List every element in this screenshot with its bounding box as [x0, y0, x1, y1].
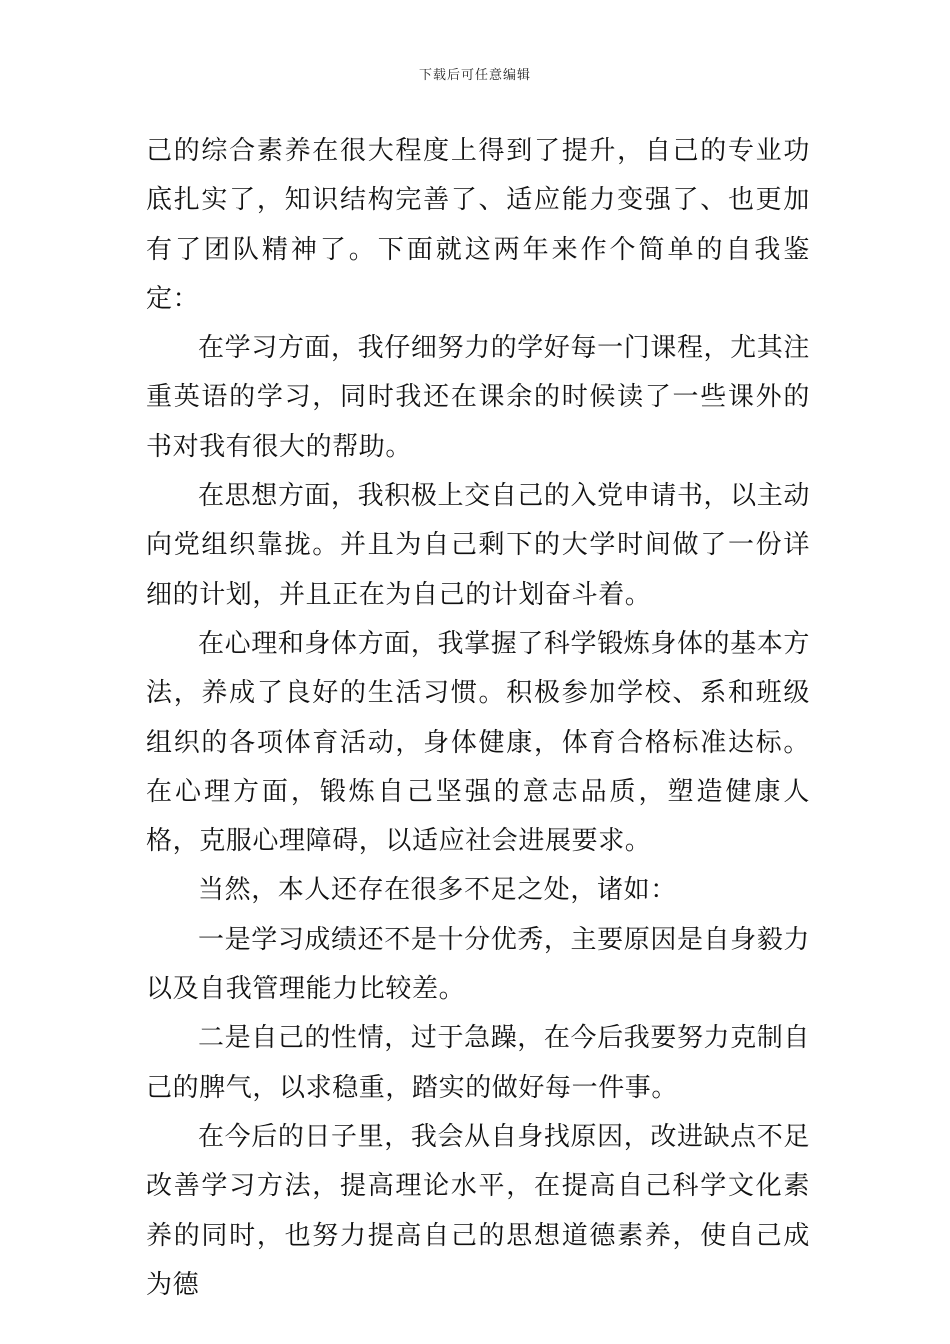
paragraph-shortcomings-intro: 当然，本人还存在很多不足之处，诸如： [198, 875, 677, 906]
paragraph-shortcoming-two: 二是自己的性情，过于急躁，在今后我要努力克制自己的脾气，以求稳重，踏实的做好每一件事。 [146, 1023, 810, 1103]
paragraph-health: 在心理和身体方面，我掌握了科学锻炼身体的基本方法，养成了良好的生活习惯。积极参加学校、系和班级组织的各项体育活动，身体健康，体育合格标准达标。在心理方面，锻炼自己坚强的意志品质，塑造健康人格，克服心理障碍，以适应社会进展要求。 [146, 628, 810, 857]
page-header: 下载后可任意编辑 [418, 68, 531, 83]
paragraph-study: 在学习方面，我仔细努力的学好每一门课程，尤其注重英语的学习，同时我还在课余的时候读了一些课外的书对我有很大的帮助。 [146, 333, 810, 462]
document-body [146, 127, 810, 1310]
paragraph-summary: 己的综合素养在很大程度上得到了提升，自己的专业功底扎实了，知识结构完善了、适应能力变强了、也更加有了团队精神了。下面就这两年来作个简单的自我鉴定： [146, 136, 810, 314]
paragraph-future: 在今后的日子里，我会从自身找原因，改进缺点不足改善学习方法，提高理论水平，在提高自己科学文化素养的同时，也努力提高自己的思想道德素养，使自己成为德 [146, 1121, 810, 1300]
paragraph-ideology: 在思想方面，我积极上交自己的入党申请书，以主动向党组织靠拢。并且为自己剩下的大学时间做了一份详细的计划，并且正在为自己的计划奋斗着。 [146, 481, 810, 610]
paragraph-shortcoming-one: 一是学习成绩还不是十分优秀，主要原因是自身毅力以及自我管理能力比较差。 [146, 924, 810, 1005]
